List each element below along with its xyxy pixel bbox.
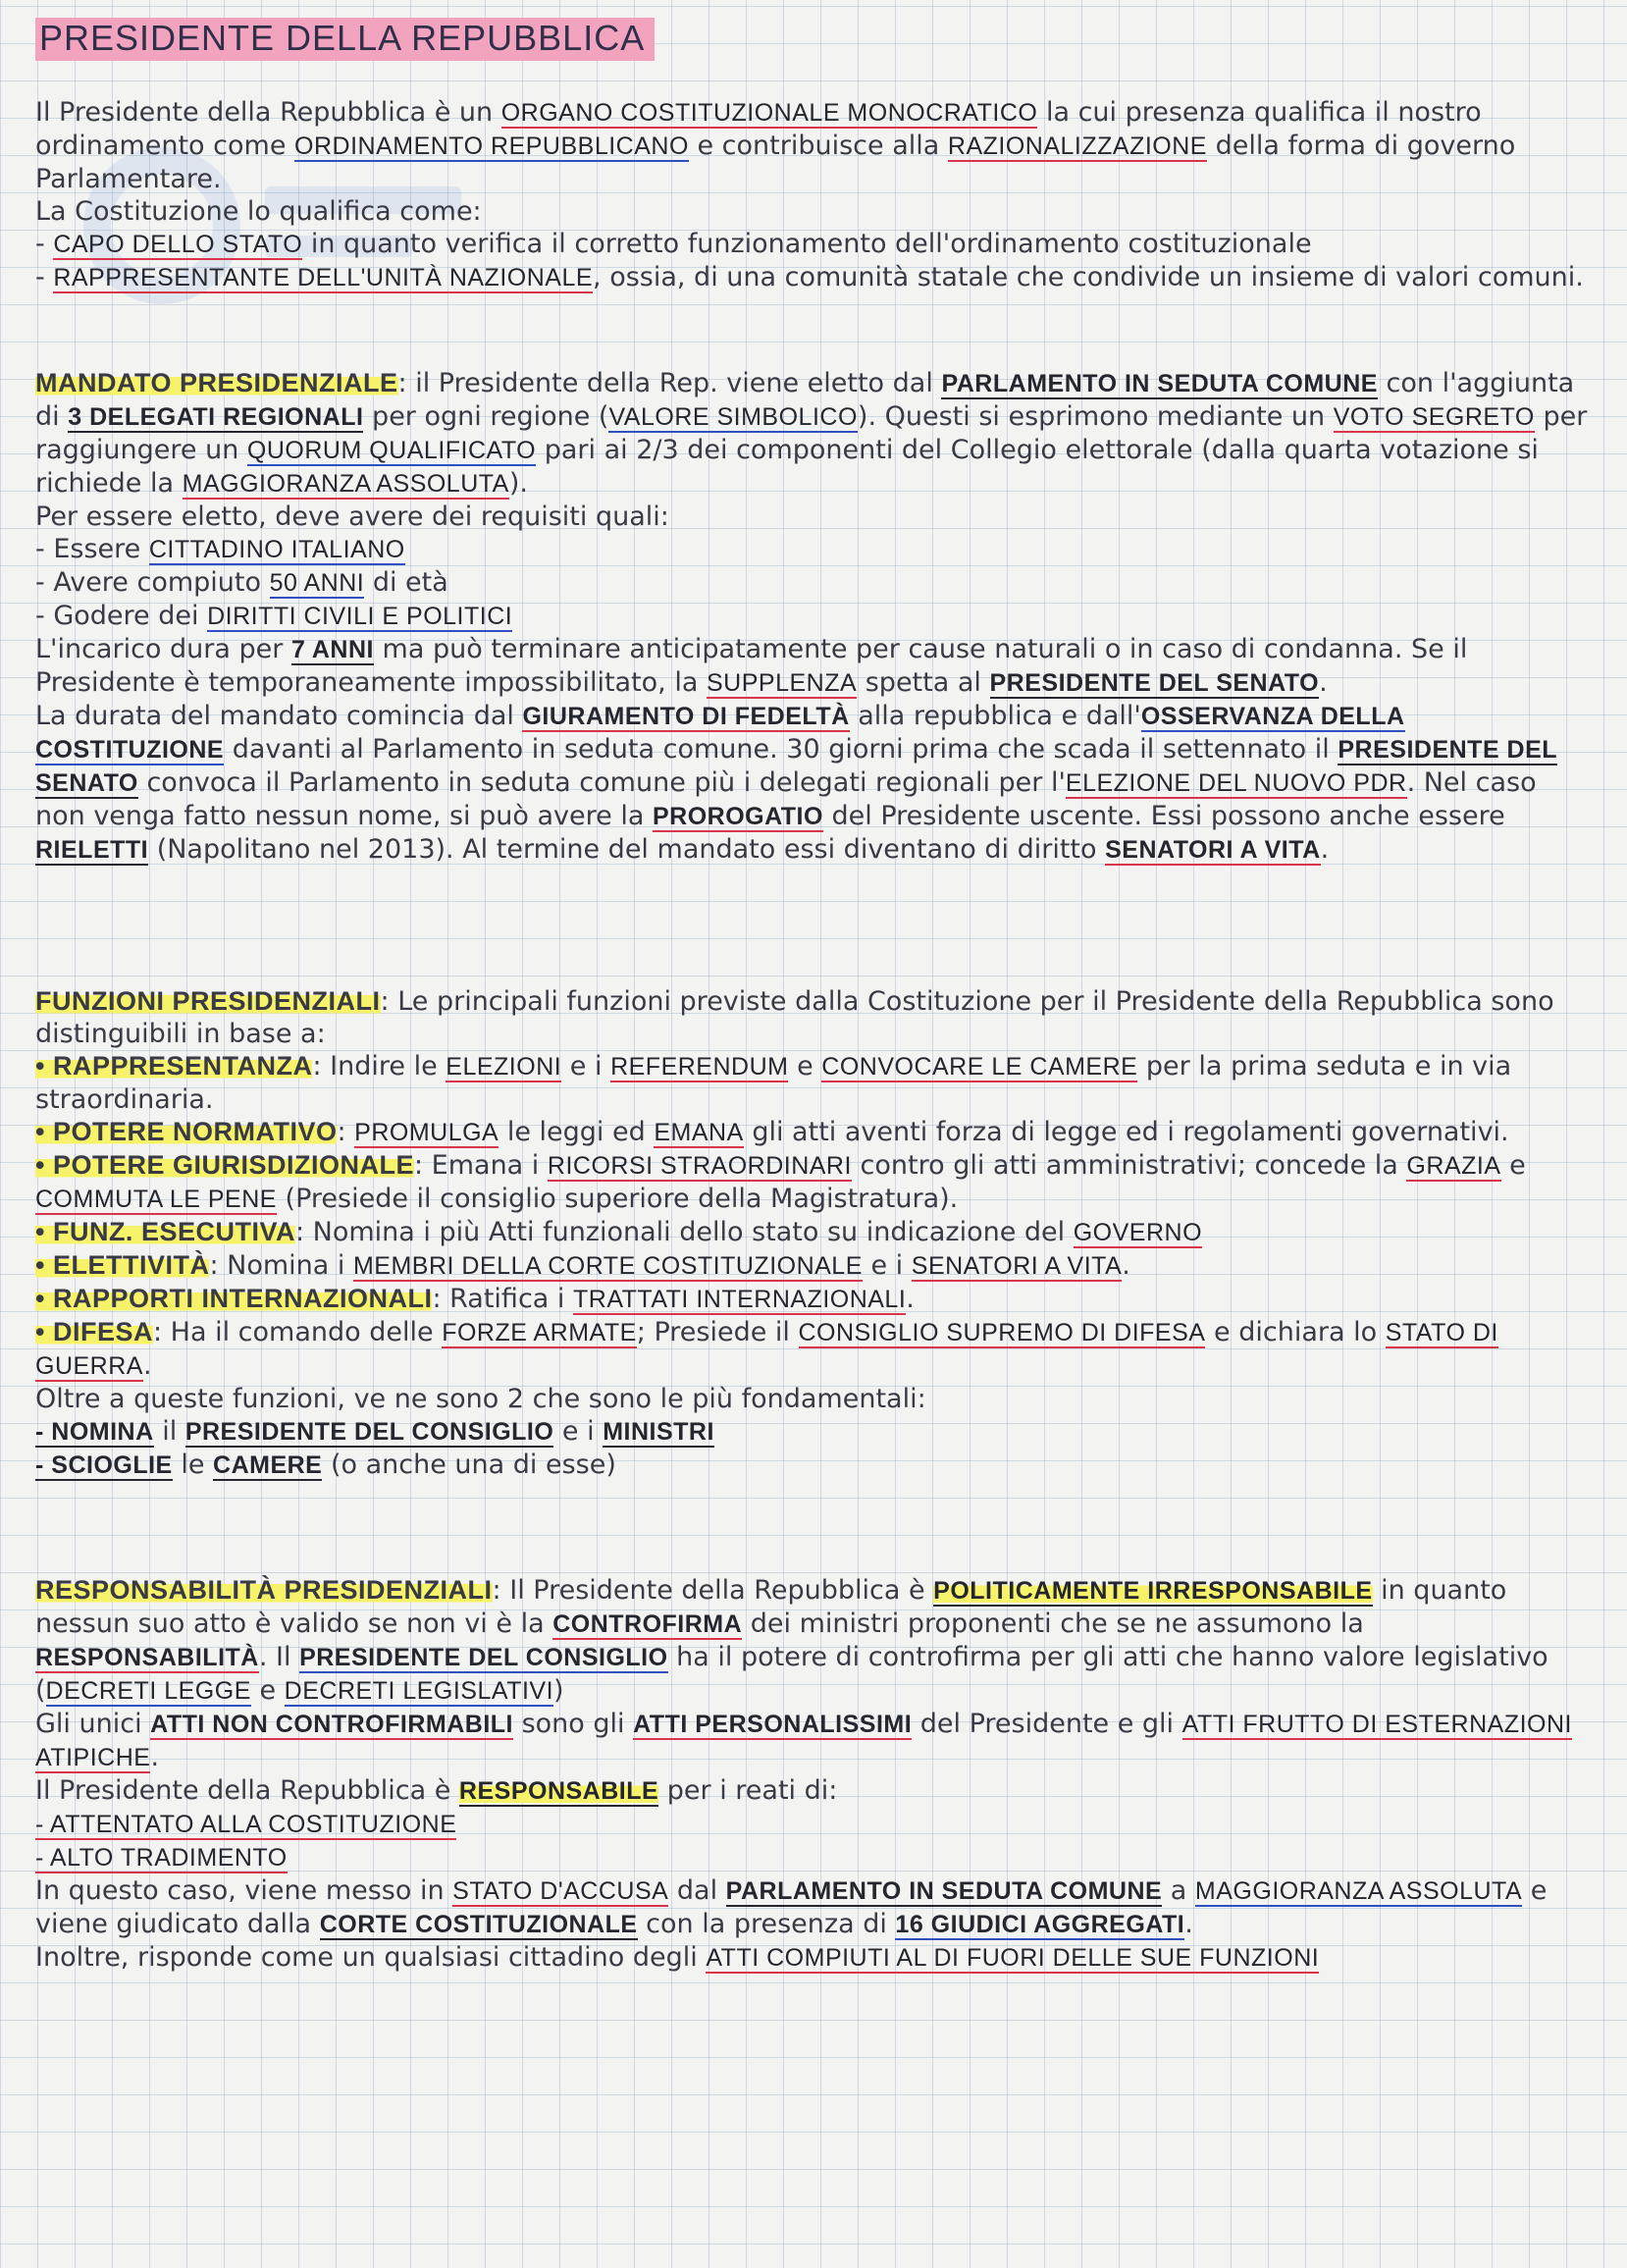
text: ). Questi si esprimono mediante un xyxy=(857,401,1334,432)
text: di età xyxy=(364,567,448,598)
keyword: VOTO SEGRETO xyxy=(1333,403,1535,431)
keyword: POLITICAMENTE IRRESPONSABILE xyxy=(933,1577,1373,1605)
keyword: ORDINAMENTO REPUBBLICANO xyxy=(294,132,689,160)
intro-text: Il Presidente della Repubblica è un xyxy=(35,97,501,128)
keyword: CITTADINO ITALIANO xyxy=(148,536,405,563)
keyword: DECRETI LEGISLATIVI xyxy=(284,1677,554,1705)
keyword: PRESIDENTE DEL SENATO xyxy=(35,736,1558,797)
function-label: • DIFESA xyxy=(35,1317,153,1346)
function-label: • FUNZ. ESECUTIVA xyxy=(35,1217,295,1246)
keyword: 7 ANNI xyxy=(290,636,374,663)
text: . xyxy=(1184,1909,1193,1939)
text: e xyxy=(250,1675,285,1706)
function-label: • ELETTIVITÀ xyxy=(35,1250,210,1280)
text: sono gli xyxy=(513,1709,634,1739)
text: : Nomina i più Atti funzionali dello stato su indicazione del xyxy=(294,1217,1074,1247)
resp-paragraph xyxy=(35,1941,1592,1975)
intro-text: della forma di governo Parlamentare. xyxy=(35,131,1516,194)
text: . xyxy=(1319,667,1328,698)
function-label: • POTERE GIURISDIZIONALE xyxy=(35,1150,414,1180)
function-item xyxy=(35,1116,1592,1149)
mandato-paragraph xyxy=(35,367,1592,501)
keyword: 3 DELEGATI REGIONALI xyxy=(68,403,364,431)
keyword: RAPPRESENTANTE DELL'UNITÀ NAZIONALE xyxy=(53,264,594,291)
text: dei ministri proponenti che se ne assumono la xyxy=(742,1609,1364,1639)
keyword: CONVOCARE LE CAMERE xyxy=(821,1053,1138,1081)
keyword: PROROGATIO xyxy=(652,803,823,830)
text: ) xyxy=(553,1675,564,1706)
keyword: GRAZIA xyxy=(1406,1152,1501,1180)
text: (o anche una di esse) xyxy=(322,1450,616,1480)
text: il xyxy=(153,1416,185,1447)
text: : Il Presidente della Repubblica è xyxy=(492,1575,934,1606)
keyword: ATTI PERSONALISSIMI xyxy=(633,1711,913,1738)
text: : Le principali funzioni previste dalla Costituzione per il Presidente della Repubblica sono distinguibili in base a: xyxy=(35,986,1554,1049)
text: ha il potere di controfirma per gli atti che hanno valore legislativo ( xyxy=(35,1642,1548,1706)
text: spetta al xyxy=(857,667,990,698)
keyword: CAMERE xyxy=(213,1451,323,1479)
funzioni-section xyxy=(35,985,1592,1482)
text: : Emana i xyxy=(413,1150,548,1181)
section-heading: RESPONSABILITÀ PRESIDENZIALI xyxy=(35,1575,493,1605)
intro-bullet: - RAPPRESENTANTE DELL'UNITÀ NAZIONALE, ossia, di una comunità statale che condivide un insieme di valori comuni. xyxy=(35,262,1584,292)
keyword: PROMULGA xyxy=(354,1119,499,1146)
requirement-item xyxy=(35,600,1592,633)
intro-text: la cui presenza qualifica il nostro ordinamento come xyxy=(35,97,1482,161)
text: e viene giudicato dalla xyxy=(35,1875,1548,1939)
resp-paragraph xyxy=(35,1774,1592,1808)
keyword: ELEZIONI xyxy=(446,1053,562,1081)
functions-list xyxy=(35,1050,1592,1383)
text: : Nomina i xyxy=(209,1250,353,1281)
text: . xyxy=(1122,1250,1130,1281)
intro-section xyxy=(35,96,1592,294)
resp-paragraph xyxy=(35,1874,1592,1941)
text: (Napolitano nel 2013). Al termine del mandato essi diventano di diritto xyxy=(148,834,1106,865)
keyword: DECRETI LEGGE xyxy=(45,1677,251,1705)
keyword: RIELETTI xyxy=(35,836,149,864)
keyword: REFERENDUM xyxy=(610,1053,789,1081)
keyword: EMANA xyxy=(654,1119,744,1146)
text: . Nel caso non venga fatto nessun nome, si può avere la xyxy=(35,767,1537,831)
keyword: - ALTO TRADIMENTO xyxy=(35,1844,288,1872)
keyword: GIURAMENTO DI FEDELTÀ xyxy=(522,703,850,730)
text: . Il xyxy=(258,1642,300,1672)
keyword: 50 ANNI xyxy=(269,569,365,597)
text: . xyxy=(1320,834,1330,865)
keyword: RICORSI STRAORDINARI xyxy=(547,1152,852,1180)
mandato-section xyxy=(35,367,1592,867)
text: Inoltre, risponde come un qualsiasi cittadino degli xyxy=(35,1942,707,1973)
function-item xyxy=(35,1050,1592,1116)
text: in quanto nessun suo atto è valido se non vi è la xyxy=(35,1575,1507,1639)
keyword: PRESIDENTE DEL CONSIGLIO xyxy=(299,1644,668,1671)
mandate-paragraph xyxy=(35,700,1592,867)
intro-text: e contribuisce alla xyxy=(688,131,948,161)
keyword: PRESIDENTE DEL SENATO xyxy=(989,669,1320,697)
text: Per essere eletto, deve avere dei requisiti quali: xyxy=(35,501,669,532)
keyword: SUPPLENZA xyxy=(706,669,858,697)
text: contro gli atti amministrativi; concede la xyxy=(851,1150,1407,1181)
keyword: TRATTATI INTERNAZIONALI xyxy=(573,1286,907,1313)
fundamental-function xyxy=(35,1415,1592,1449)
keyword: CONTROFIRMA xyxy=(552,1610,743,1638)
keyword: ATTI FRUTTO DI ESTERNAZIONI ATIPICHE xyxy=(35,1711,1572,1771)
funzioni-intro xyxy=(35,985,1592,1050)
keyword: CORTE COSTITUZIONALE xyxy=(319,1911,638,1938)
keyword: MINISTRI xyxy=(603,1418,714,1446)
keyword: 16 GIUDICI AGGREGATI xyxy=(895,1911,1185,1938)
crime-item xyxy=(35,1808,1592,1841)
intro-text: , ossia, di una comunità statale che condivide un insieme di valori comuni. xyxy=(593,262,1584,292)
text: ma può terminare anticipatamente per cause naturali o in caso di condanna. Se il Presidente è temporaneamente impossibilitato, la xyxy=(35,634,1468,698)
keyword: STATO DI GUERRA xyxy=(35,1319,1498,1380)
text: alla repubblica e dall' xyxy=(849,701,1141,731)
keyword: FORZE ARMATE xyxy=(442,1319,637,1346)
text: le xyxy=(172,1450,214,1480)
text: con la presenza di xyxy=(637,1909,896,1939)
keyword: RESPONSABILITÀ xyxy=(35,1644,259,1671)
text: dal xyxy=(668,1875,726,1906)
text: per la prima seduta e in via straordinaria. xyxy=(35,1051,1512,1115)
keyword: - ATTENTATO ALLA COSTITUZIONE xyxy=(35,1811,457,1838)
text: . xyxy=(150,1742,160,1772)
keyword: STATO D'ACCUSA xyxy=(452,1877,669,1905)
text: : Ratifica i xyxy=(432,1284,573,1314)
keyword: CAPO DELLO STATO xyxy=(53,231,303,258)
keyword: PARLAMENTO IN SEDUTA COMUNE xyxy=(725,1877,1163,1905)
keyword: MAGGIORANZA ASSOLUTA xyxy=(1194,1877,1523,1905)
function-item xyxy=(35,1216,1592,1249)
keyword: QUORUM QUALIFICATO xyxy=(246,437,537,464)
text: pari ai 2/3 dei componenti del Collegio elettorale (dalla quarta votazione si richiede la xyxy=(35,435,1539,499)
function-label: • RAPPRESENTANZA xyxy=(35,1051,313,1081)
keyword: ATTI COMPIUTI AL DI FUORI DELLE SUE FUNZIONI xyxy=(706,1944,1320,1972)
keyword: CONSIGLIO SUPREMO DI DIFESA xyxy=(798,1319,1206,1346)
text: Gli unici xyxy=(35,1709,151,1739)
text: a xyxy=(1162,1875,1195,1906)
page-title: PRESIDENTE DELLA REPUBBLICA xyxy=(35,14,655,65)
text: e i xyxy=(561,1051,611,1081)
function-label: • RAPPORTI INTERNAZIONALI xyxy=(35,1284,433,1313)
text: gli atti aventi forza di legge ed i regolamenti governativi. xyxy=(743,1117,1509,1147)
keyword: OSSERVANZA DELLA COSTITUZIONE xyxy=(35,703,1405,764)
text: ; Presiede il xyxy=(636,1317,799,1347)
intro-paragraph xyxy=(35,96,1592,195)
text: . xyxy=(906,1284,915,1314)
fundamental-function xyxy=(35,1449,1592,1482)
requirements-intro xyxy=(35,501,1592,533)
text: per raggiungere un xyxy=(35,401,1588,465)
resp-paragraph xyxy=(35,1708,1592,1774)
keyword: - SCIOGLIE xyxy=(35,1451,173,1479)
text: e dichiara lo xyxy=(1205,1317,1386,1347)
keyword: ORGANO COSTITUZIONALE MONOCRATICO xyxy=(500,99,1038,127)
text: per i reati di: xyxy=(658,1775,838,1806)
section-heading: FUNZIONI PRESIDENZIALI xyxy=(35,986,381,1016)
text: - Godere dei xyxy=(35,601,208,631)
responsabilita-section xyxy=(35,1574,1592,1975)
text: . xyxy=(142,1350,152,1381)
text: : il Presidente della Rep. viene eletto dal xyxy=(397,368,942,398)
function-label: • POTERE NORMATIVO xyxy=(35,1117,338,1146)
keyword: GOVERNO xyxy=(1073,1219,1203,1246)
text: Il Presidente della Repubblica è xyxy=(35,1775,459,1806)
keyword: SENATORI A VITA xyxy=(1105,836,1321,864)
text: del Presidente e gli xyxy=(912,1709,1182,1739)
keyword: PARLAMENTO IN SEDUTA COMUNE xyxy=(941,370,1378,397)
keyword: VALORE SIMBOLICO xyxy=(608,403,858,431)
intro-line xyxy=(35,195,1592,228)
crime-item xyxy=(35,1841,1592,1874)
text: e xyxy=(788,1051,822,1081)
text: davanti al Parlamento in seduta comune. 30 giorni prima che scada il settennato il xyxy=(224,734,1338,765)
text: ). xyxy=(508,468,528,499)
text: La durata del mandato comincia dal xyxy=(35,701,523,731)
keyword: PRESIDENTE DEL CONSIGLIO xyxy=(184,1418,554,1446)
text: le leggi ed xyxy=(499,1117,655,1147)
notebook-page xyxy=(35,14,1592,2242)
text: (Presiede il consiglio superiore della Magistratura). xyxy=(276,1184,959,1214)
funzioni-oltre xyxy=(35,1383,1592,1415)
keyword: MAGGIORANZA ASSOLUTA xyxy=(182,470,509,498)
keyword: ATTI NON CONTROFIRMABILI xyxy=(150,1711,513,1738)
function-item xyxy=(35,1149,1592,1216)
keyword: RESPONSABILE xyxy=(458,1777,659,1805)
requirement-item xyxy=(35,533,1592,566)
intro-text: La Costituzione lo qualifica come: xyxy=(35,196,482,227)
keyword: COMMUTA LE PENE xyxy=(35,1186,277,1213)
text: In questo caso, viene messo in xyxy=(35,1875,453,1906)
text: Oltre a queste funzioni, ve ne sono 2 che sono le più fondamentali: xyxy=(35,1384,926,1414)
requirement-item xyxy=(35,566,1592,600)
text: e i xyxy=(862,1250,912,1281)
duration-paragraph xyxy=(35,633,1592,700)
keyword: RAZIONALIZZAZIONE xyxy=(947,132,1207,160)
keyword: - NOMINA xyxy=(35,1418,154,1446)
section-heading: MANDATO PRESIDENZIALE xyxy=(35,368,398,397)
text: per ogni regione ( xyxy=(363,401,609,432)
text: : xyxy=(337,1117,355,1147)
function-item xyxy=(35,1249,1592,1283)
keyword: DIRITTI CIVILI E POLITICI xyxy=(207,603,513,630)
function-item xyxy=(35,1316,1592,1383)
keyword: SENATORI A VITA xyxy=(911,1252,1123,1280)
text: con l'aggiunta di xyxy=(35,368,1575,432)
text: : Ha il comando delle xyxy=(152,1317,443,1347)
intro-bullet: - CAPO DELLO STATO in quanto verifica il corretto funzionamento dell'ordinamento costituzionale xyxy=(35,229,1312,259)
keyword: ELEZIONE DEL NUOVO PDR xyxy=(1065,769,1407,797)
text: - Essere xyxy=(35,534,149,564)
text: e i xyxy=(553,1416,604,1447)
keyword: MEMBRI DELLA CORTE COSTITUZIONALE xyxy=(352,1252,863,1280)
text: convoca il Parlamento in seduta comune più i delegati regionali per l' xyxy=(137,767,1066,798)
text: - Avere compiuto xyxy=(35,567,270,598)
resp-paragraph xyxy=(35,1574,1592,1708)
intro-text: in quanto verifica il corretto funzionamento dell'ordinamento costituzionale xyxy=(302,229,1312,259)
text: L'incarico dura per xyxy=(35,634,291,664)
text: : Indire le xyxy=(312,1051,446,1081)
text: del Presidente uscente. Essi possono anche essere xyxy=(822,801,1505,831)
text: e xyxy=(1500,1150,1526,1181)
function-item xyxy=(35,1283,1592,1316)
